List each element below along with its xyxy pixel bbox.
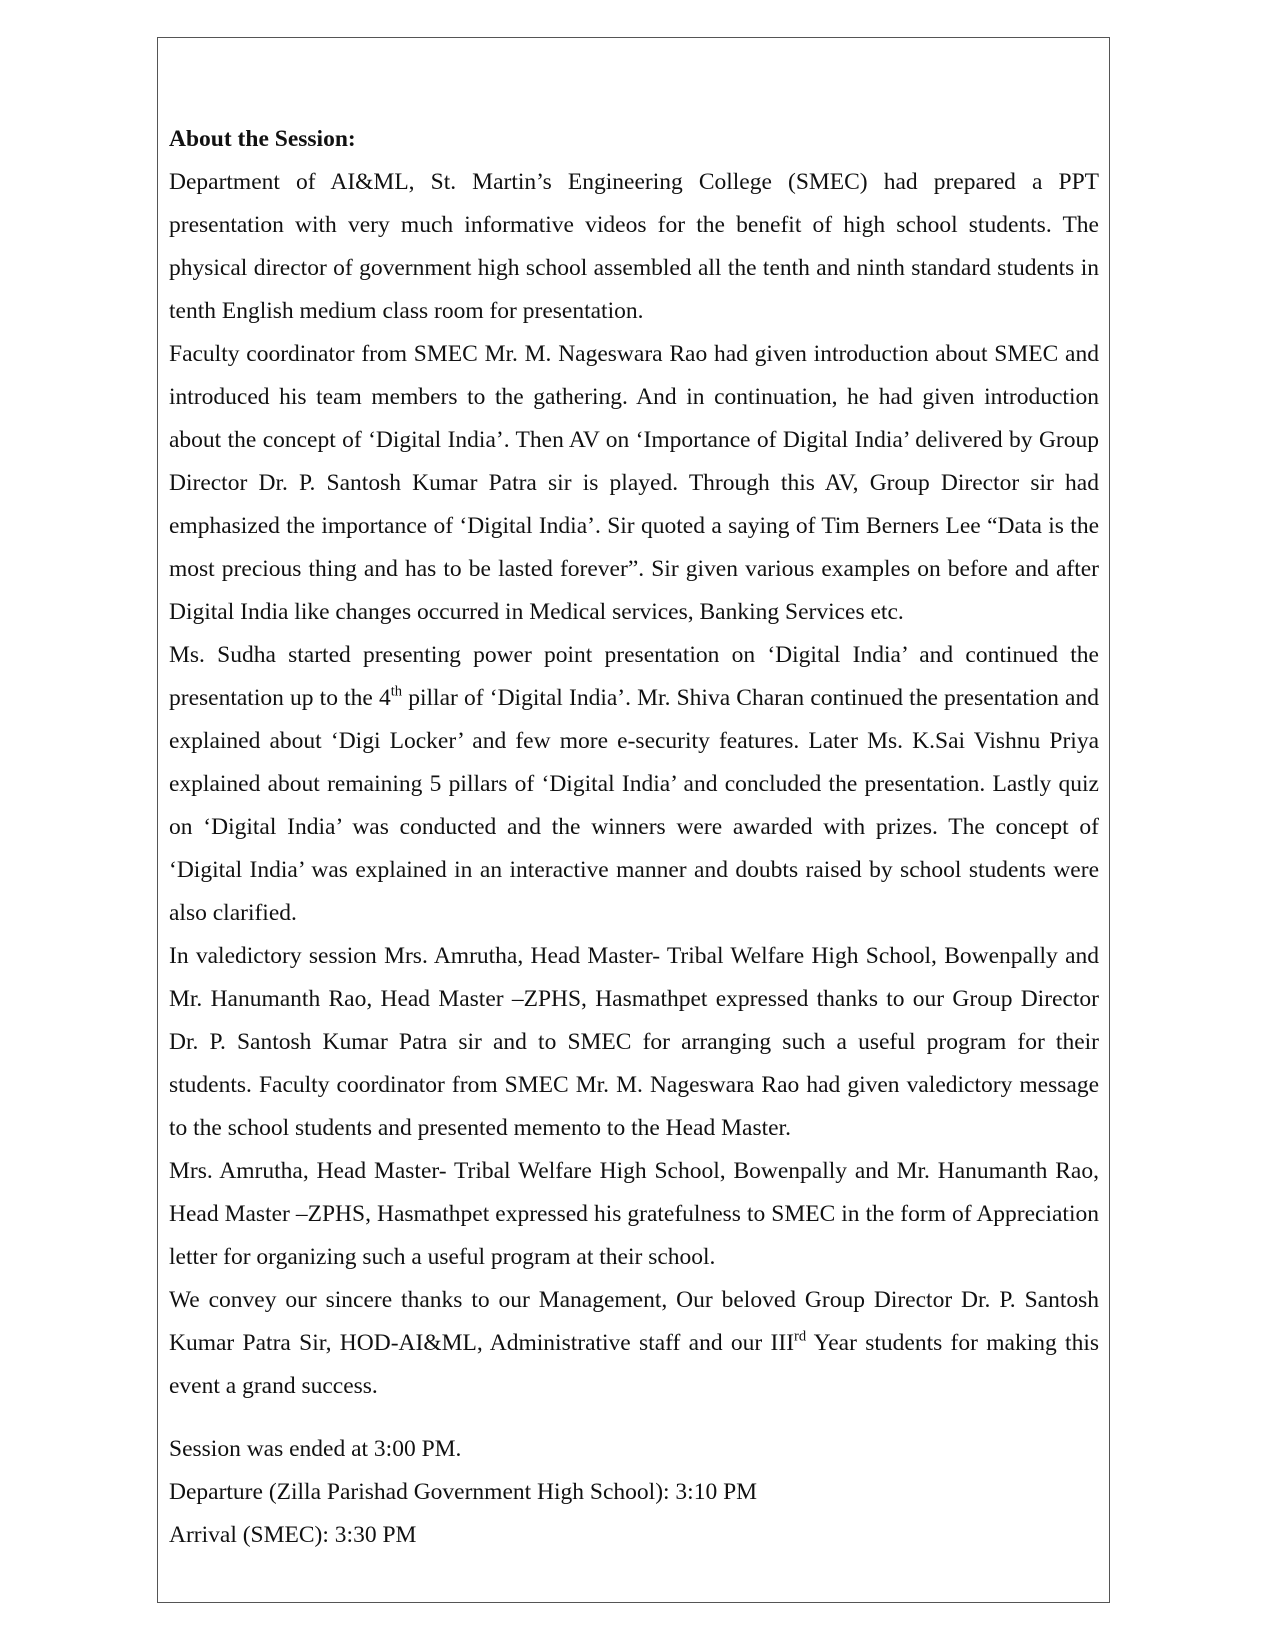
arrival-time: Arrival (SMEC): 3:30 PM bbox=[169, 1522, 417, 1548]
paragraph-thanks bbox=[169, 1279, 1099, 1408]
paragraph-presentation-part2: pillar of ‘Digital India’. Mr. Shiva Charan continued the presentation and explained about ‘Digi Locker’ and few more e-security features. Later Ms. K.Sai Vishnu Priya explained about remaining 5 pillars of ‘Digital India’ and concluded the presentation. Lastly quiz on ‘Digital India’ was conducted and the winners were awarded with prizes. The concept of ‘Digital India’ was explained in an interactive manner and doubts raised by school students were also clarified. bbox=[169, 685, 1099, 926]
session-end-time: Session was ended at 3:00 PM. bbox=[169, 1436, 462, 1462]
paragraph-introduction-av: Faculty coordinator from SMEC Mr. M. Nageswara Rao had given introduction about SMEC and introduced his team members to the gathering. And in continuation, he had given introduction about the concept of ‘Digital India’. Then AV on ‘Importance of Digital India’ delivered by Group Director Dr. P. Santosh Kumar Patra sir is played. Through this AV, Group Director sir had emphasized the importance of ‘Digital India’. Sir quoted a saying of Tim Berners Lee “Data is the most precious thing and has to be lasted forever”. Sir given various examples on before and after Digital India like changes occurred in Medical services, Banking Services etc. bbox=[169, 341, 1099, 625]
paragraph-thanks-part2: Year students for making this event a grand success. bbox=[169, 1330, 1099, 1399]
paragraph-presentation-part1: Ms. Sudha started presenting power point presentation on ‘Digital India’ and continued the presentation up to the 4 bbox=[169, 642, 1099, 711]
paragraph-thanks-part1: We convey our sincere thanks to our Management, Our beloved Group Director Dr. P. Santosh Kumar Patra Sir, HOD-AI&ML, Administrative staff and our III bbox=[169, 1287, 1099, 1356]
paragraph-valedictory: In valedictory session Mrs. Amrutha, Head Master- Tribal Welfare High School, Bowenpally and Mr. Hanumanth Rao, Head Master –ZPHS, Hasmathpet expressed thanks to our Group Director Dr. P. Santosh Kumar Patra sir and to SMEC for arranging such a useful program for their students. Faculty coordinator from SMEC Mr. M. Nageswara Rao had given valedictory message to the school students and presented memento to the Head Master. bbox=[169, 943, 1099, 1141]
superscript-rd: rd bbox=[794, 1328, 807, 1345]
paragraph-intro: Department of AI&ML, St. Martin’s Engineering College (SMEC) had prepared a PPT presentation with very much informative videos for the benefit of high school students. The physical director of government high school assembled all the tenth and ninth standard students in tenth English medium class room for presentation. bbox=[169, 169, 1099, 324]
paragraph-presentation bbox=[169, 634, 1099, 935]
document-body bbox=[169, 118, 1099, 1557]
superscript-th: th bbox=[390, 683, 403, 700]
paragraph-appreciation: Mrs. Amrutha, Head Master- Tribal Welfare High School, Bowenpally and Mr. Hanumanth Rao, Head Master –ZPHS, Hasmathpet expressed his gratefulness to SMEC in the form of Appreciation letter for organizing such a useful program at their school. bbox=[169, 1158, 1099, 1270]
departure-time: Departure (Zilla Parishad Government High School): 3:10 PM bbox=[169, 1479, 758, 1505]
schedule-footer bbox=[169, 1428, 1099, 1557]
section-heading: About the Session: bbox=[169, 126, 356, 152]
